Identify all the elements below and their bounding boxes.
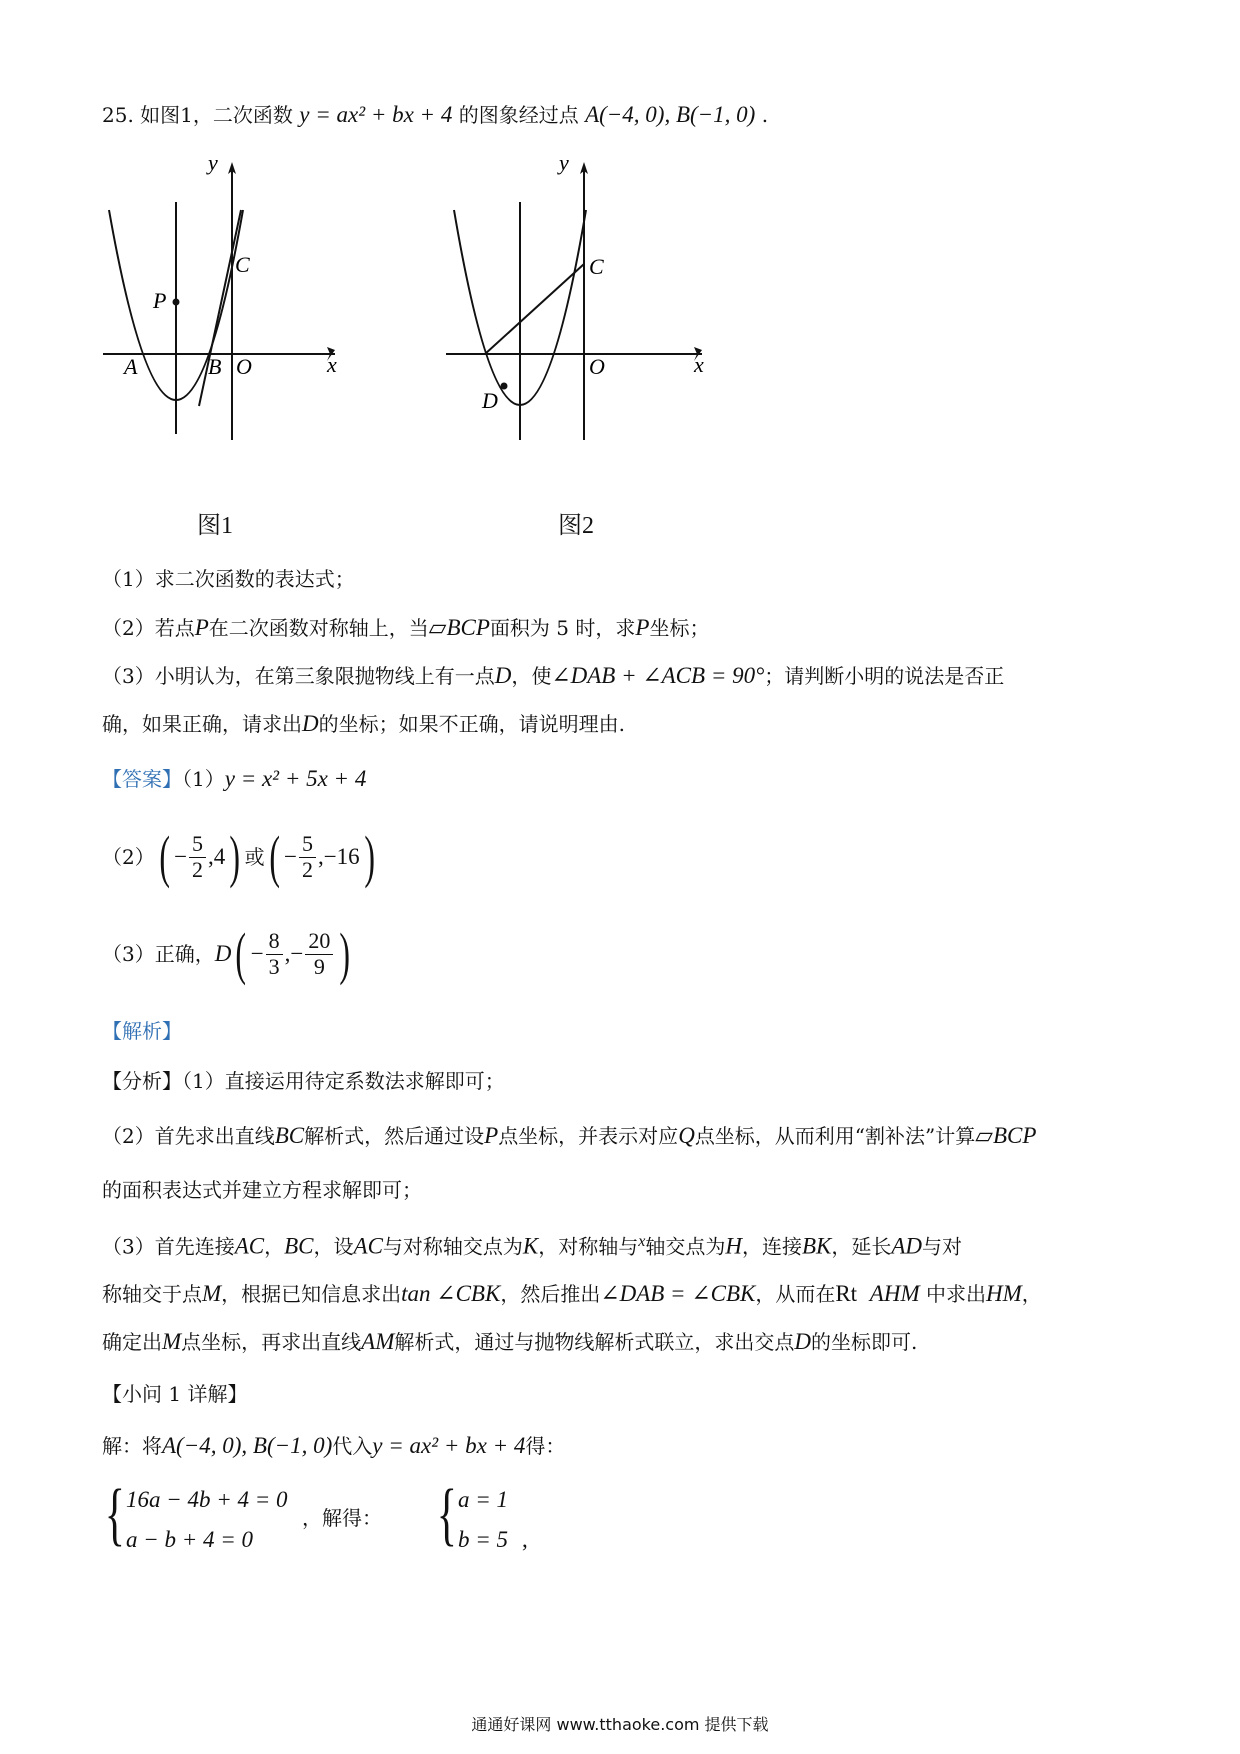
xiaowen-1-heading: 【小问 1 详解】 <box>102 1382 248 1406</box>
fig1-point-p <box>173 299 180 306</box>
solution-a: a = 1 <box>458 1487 509 1512</box>
figure-2 <box>438 150 718 490</box>
sub-question-2: （2）若点P在二次函数对称轴上，当▱BCP面积为 5 时，求P坐标； <box>102 615 710 640</box>
fig2-line-ac <box>485 264 584 354</box>
analysis-3-line-2: 称轴交于点M，根据已知信息求出tan ∠CBK，然后推出∠DAB = ∠CBK，从而在Rt AHM 中求出HM， <box>102 1281 1042 1306</box>
sub-question-1: （1）求二次函数的表达式； <box>102 567 355 591</box>
fig2-point-d <box>501 383 508 390</box>
fig2-label-y: y <box>559 150 569 175</box>
fig1-label-b: B <box>208 354 222 379</box>
analysis-1: 【分析】（1）直接运用待定系数法求解即可； <box>102 1069 505 1093</box>
sub-question-3-line-2: 确，如果正确，请求出D的坐标；如果不正确，请说明理由. <box>102 711 625 736</box>
solution-b: b = 5 <box>458 1527 509 1552</box>
analysis-3-line-1: （3）首先连接AC，BC，设AC与对称轴交点为K，对称轴与$^x$轴交点为H，连接BK，延长AD与对 <box>102 1233 963 1259</box>
analysis-3-line-3: 确定出M点坐标，再求出直线AM解析式，通过与抛物线解析式联立，求出交点D的坐标即可. <box>102 1329 918 1354</box>
fig1-label-y: y <box>208 150 218 175</box>
answer-2: （2）( − $\frac{5}{2}$ ,4) 或( − $\frac{5}{2}$ ,−16) <box>102 824 375 889</box>
quadratic-formula: y = ax² + bx + 4 <box>299 102 453 127</box>
sub-question-3-line-1: （3）小明认为，在第三象限抛物线上有一点D，使∠DAB + ∠ACB = 90°；请判断小明的说法是否正 <box>102 663 1005 688</box>
jiexi-label: 【解析】 <box>102 1019 182 1043</box>
fig1-label-p: P <box>153 288 167 313</box>
fig2-label-x: x <box>694 352 704 377</box>
fig2-label-c: C <box>589 254 604 279</box>
equation-system: { 16a − 4b + 4 = 0 a − b + 4 = 0 ，解得： { a = 1 b = 5 , <box>104 1476 528 1553</box>
fig2-label-d: D <box>482 388 498 413</box>
fig1-label-x: x <box>327 352 337 377</box>
fig1-caption: 图1 <box>197 513 233 539</box>
fig2-label-o: O <box>589 354 605 379</box>
footer: 通通好课网 www.tthaoke.com 提供下载 <box>471 1715 769 1734</box>
fig1-label-o: O <box>236 354 252 379</box>
fig1-label-c: C <box>235 252 250 277</box>
analysis-2-line-2: 的面积表达式并建立方程求解即可； <box>102 1178 422 1202</box>
fig2-caption: 图2 <box>558 513 594 539</box>
equation-1: 16a − 4b + 4 = 0 <box>126 1487 288 1512</box>
equation-2: a − b + 4 = 0 <box>126 1527 254 1552</box>
solve-text: ，解得： <box>302 1506 382 1530</box>
solution-end: , <box>522 1527 528 1552</box>
answer-1: 【答案】（1）y = x² + 5x + 4 <box>102 766 367 791</box>
given-points: A(−4, 0), B(−1, 0) <box>585 102 756 127</box>
answer-3: （3）正确，D( − $\frac{8}{3}$ ,− $\frac{20}{9}$ ) <box>102 921 351 986</box>
figure-1 <box>95 150 365 490</box>
analysis-2-line-1: （2）首先求出直线BC解析式，然后通过设P点坐标，并表示对应Q点坐标，从而利用“割补法”计算▱BCP <box>102 1123 1037 1148</box>
fig1-label-a: A <box>124 354 138 379</box>
question-25: 25. 如图1，二次函数 y = ax² + bx + 4 的图象经过点 A(−4, 0), B(−1, 0) . <box>102 102 769 127</box>
answer-label: 【答案】 <box>102 767 182 791</box>
solution-intro: 解：将A(−4, 0), B(−1, 0)代入y = ax² + bx + 4得： <box>102 1433 566 1458</box>
